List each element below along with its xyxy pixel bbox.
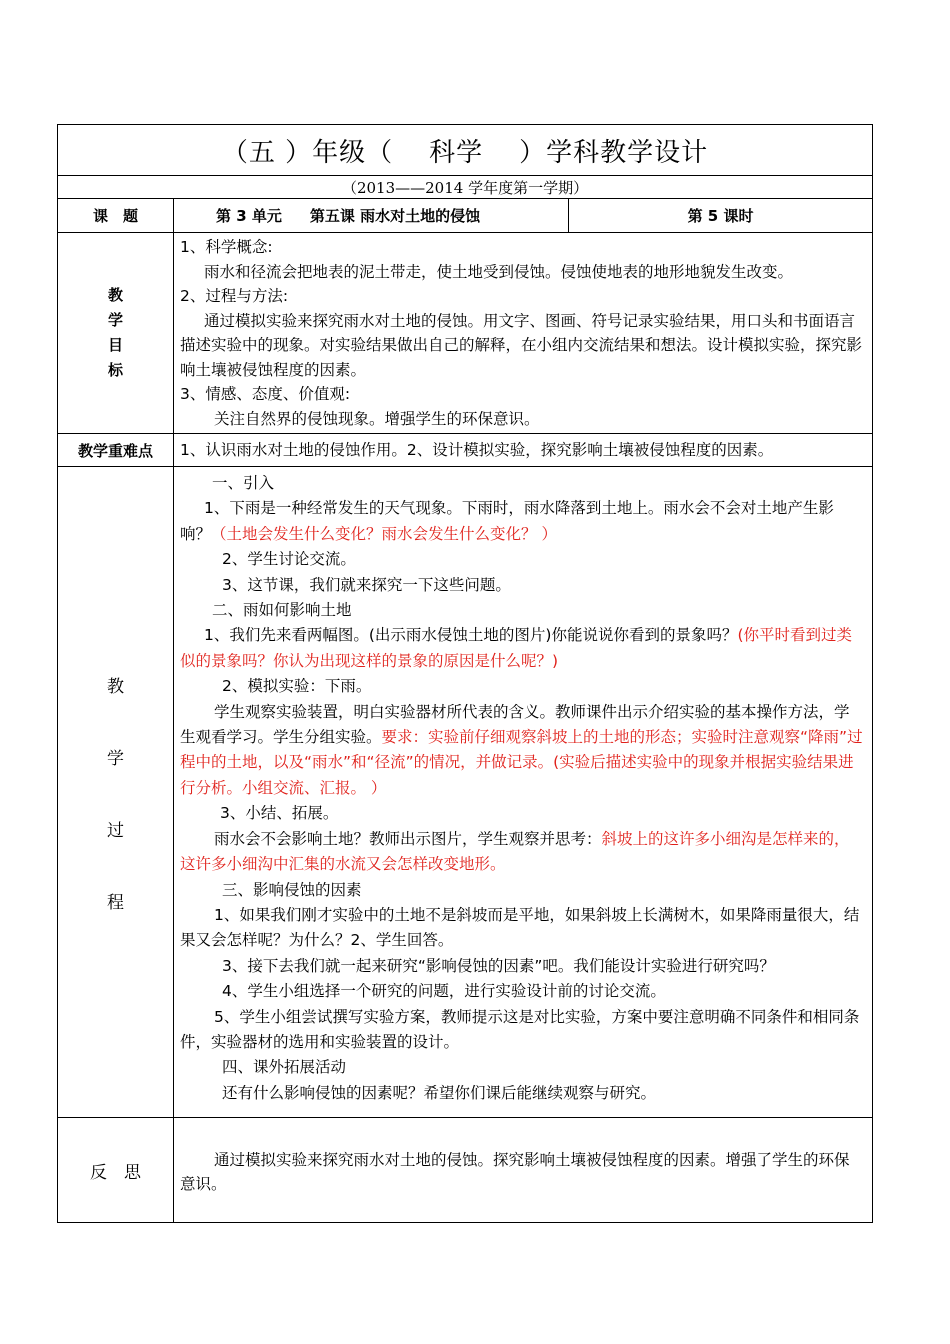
goals-content: [174, 233, 873, 434]
section-title: 三、影响侵蚀的因素: [222, 880, 362, 899]
topic-unit-lesson: [174, 199, 569, 233]
paragraph: 2、学生讨论交流。: [222, 550, 356, 569]
paragraph: 3、接下去我们就一起来研究“影响侵蚀的因素”吧。我们能设计实验进行研究吗？: [222, 956, 775, 975]
paragraph: 1、如果我们刚才实验中的土地不是斜坡而是平地，如果斜坡上长满树木，如果降雨量很大，结果又会怎样呢？为什么？2、学生回答。: [180, 905, 860, 950]
goals-label-char: 目: [107, 336, 123, 354]
goal-heading: 1、科学概念:: [180, 238, 273, 256]
process-label-char: 过: [107, 820, 124, 841]
process-label: [58, 467, 174, 1118]
paragraph: 1、下雨是一种经常发生的天气现象。下雨时，雨水降落到土地上。雨水会不会对土地产生影响？（土地会发生什么变化？雨水会发生什么变化？ ）: [180, 499, 834, 543]
section-title: 二、雨如何影响土地: [212, 601, 352, 620]
goal-heading: 3、情感、态度、价值观:: [180, 385, 351, 403]
lesson-title: 第五课 雨水对土地的侵蚀: [309, 207, 481, 225]
paragraph: 还有什么影响侵蚀的因素呢？希望你们课后能继续观察与研究。: [222, 1083, 657, 1102]
lesson-hour: 第 5 课时: [569, 199, 873, 233]
paragraph: 雨水会不会影响土地？教师出示图片，学生观察并思考：斜坡上的这许多小细沟是怎样来的，这许多小细沟中汇集的水流又会怎样改变地形。: [180, 829, 850, 874]
goal-text: 通过模拟实验来探究雨水对土地的侵蚀。用文字、图画、符号记录实验结果，用口头和书面语言描述实验中的现象。对实验结果做出自己的解释，在小组内交流结果和想法。设计模拟实验，探究影响土壤被侵蚀程度的因素。: [180, 311, 863, 379]
reflection-text: 通过模拟实验来探究雨水对土地的侵蚀。探究影响土壤被侵蚀程度的因素。增强了学生的环保意识。: [174, 1118, 873, 1223]
unit-number: 第 3 单元: [216, 207, 282, 225]
goal-text: 雨水和径流会把地表的泥土带走，使土地受到侵蚀。侵蚀使地表的地形地貌发生改变。: [204, 262, 794, 281]
paragraph: 3、小结、拓展。: [220, 804, 339, 823]
paragraph: 4、学生小组选择一个研究的问题，进行实验设计前的讨论交流。: [222, 982, 666, 1001]
section-title: 四、课外拓展活动: [222, 1058, 347, 1077]
emphasis-text: 要求：实验前仔细观察斜坡上的土地的形态；实验时注意观察“降雨”过程中的土地，以及“雨水”和“径流”的情况，并做记录。(实验后描述实验中的现象并根据实验结果进行分析。小组交流、汇报。 ）: [180, 728, 863, 797]
key-points-text: 1、认识雨水对土地的侵蚀作用。2、设计模拟实验，探究影响土壤被侵蚀程度的因素。: [174, 434, 873, 467]
title-part-subject: 科学: [429, 137, 484, 168]
goal-heading: 2、过程与方法:: [180, 287, 289, 305]
reflection-label: 反 思: [58, 1118, 174, 1223]
process-label-char: 程: [107, 892, 124, 913]
process-content: [174, 467, 873, 1118]
process-label-char: 学: [107, 748, 124, 769]
process-label-char: 教: [107, 676, 124, 697]
key-points-label: 教学重难点: [58, 434, 174, 467]
goals-label-char: 学: [107, 311, 123, 329]
paragraph: 2、模拟实验：下雨。: [222, 677, 372, 696]
goals-label: [58, 233, 174, 434]
section-title: 一、引入: [212, 474, 275, 492]
emphasis-text: (你平时看到过类似的景象吗？你认为出现这样的景象的原因是什么呢？): [180, 626, 853, 670]
school-year: （2013——2014 学年度第一学期）: [58, 176, 873, 199]
title-part-grade: （五 ）年级（: [221, 137, 394, 168]
goals-label-char: 标: [107, 361, 123, 379]
document-title: [58, 125, 873, 176]
topic-label: 课 题: [58, 199, 174, 233]
goals-label-char: 教: [107, 286, 123, 304]
title-part-design: ）学科教学设计: [519, 137, 709, 168]
paragraph: 5、学生小组尝试撰写实验方案，教师提示这是对比实验，方案中要注意明确不同条件和相同条件，实验器材的选用和实验装置的设计。: [180, 1007, 860, 1051]
emphasis-text: 斜坡上的这许多小细沟是怎样来的，这许多小细沟中汇集的水流又会怎样改变地形。: [180, 829, 850, 874]
paragraph: 3、这节课，我们就来探究一下这些问题。: [222, 575, 511, 594]
lesson-plan-table: [57, 124, 873, 1223]
paragraph: 1、我们先来看两幅图。(出示雨水侵蚀土地的图片)你能说说你看到的景象吗？(你平时看到过类似的景象吗？你认为出现这样的景象的原因是什么呢？): [180, 626, 853, 670]
emphasis-text: （土地会发生什么变化？雨水会发生什么变化？ ）: [211, 524, 557, 543]
goal-text: 关注自然界的侵蚀现象。增强学生的环保意识。: [214, 409, 540, 428]
paragraph: 学生观察实验装置，明白实验器材所代表的含义。教师课件出示介绍实验的基本操作方法，学生观看学习。学生分组实验。要求：实验前仔细观察斜坡上的土地的形态；实验时注意观察“降雨”过程中的土地，以及“雨水”和“径流”的情况，并做记录。(实验后描述实验中的现象并根据实验结果进行分析。小组交流、汇报。 ）: [180, 702, 863, 797]
